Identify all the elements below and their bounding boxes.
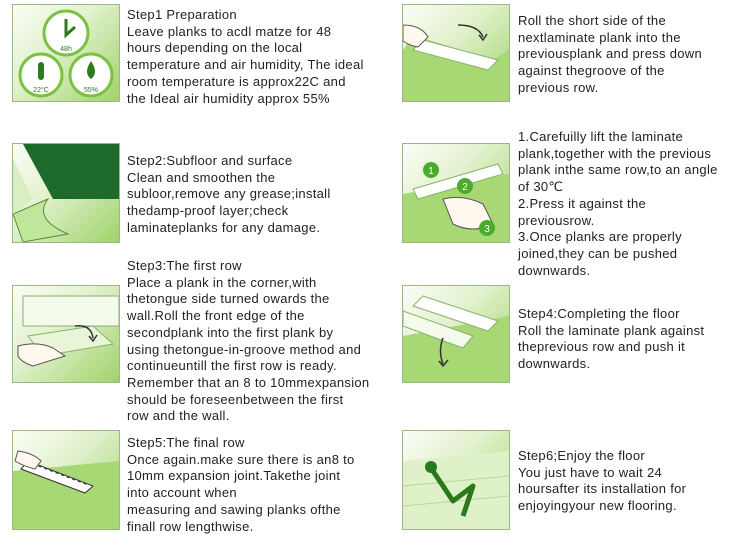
step3-title: Step3:The first row — [127, 258, 242, 273]
roll-plank-body: Roll the short side of the nextlaminate plank into the previousplank and press down against thegroove of the previous row. — [518, 13, 703, 95]
preparation-icons — [13, 5, 119, 101]
step4-title: Step4:Completing the floor — [518, 306, 680, 321]
step4-illustration — [402, 285, 510, 383]
step4-body: Roll the laminate plank against theprevious row and push it downwards. — [518, 322, 705, 372]
step3-illustration — [12, 285, 120, 383]
step1-text — [127, 7, 397, 107]
step5-illustration — [12, 430, 120, 530]
step6-title: Step6;Enjoy the floor — [518, 448, 645, 463]
step1-title: Step1 Preparation — [127, 7, 237, 22]
step3-text — [127, 258, 402, 425]
roll-plank-text — [518, 13, 743, 97]
step6-text — [518, 448, 746, 515]
marker-2-label: 2 — [462, 182, 468, 193]
marker-3-label: 3 — [484, 224, 490, 235]
roll-plank-illustration — [402, 4, 510, 102]
temp-label: 22°C — [33, 87, 49, 94]
step3-body: Place a plank in the corner,with thetongue side turned owards the wall.Roll the front edge of the secondplank into the first plank by using thetongue-in-groove method and continueuntill the first row is ready. Remember that an 8 to 10mmexpansion should be foreseenbetween the first row and the wall. — [127, 274, 370, 424]
step6-body: You just have to wait 24 hoursafter its installation for enjoyingyour new flooring. — [518, 464, 687, 514]
lift-plank-text — [518, 129, 746, 279]
marker-1-label: 1 — [428, 166, 434, 177]
lift-plank-illustration — [402, 143, 510, 243]
step1-illustration — [12, 4, 120, 102]
humidity-label: 55% — [83, 87, 99, 94]
step2-illustration — [12, 143, 120, 243]
step2-title: Step2:Subfloor and surface — [127, 153, 293, 168]
step2-text — [127, 153, 397, 237]
step5-title: Step5:The final row — [127, 435, 245, 450]
step5-body: Once again.make sure there is an8 to 10mm expansion joint.Takethe joint into account when measuring and sawing planks ofthe finall row lengthwise. — [127, 451, 355, 534]
step6-illustration — [402, 430, 510, 530]
step4-text — [518, 306, 746, 373]
time-label: 48h — [60, 46, 72, 53]
step2-body: Clean and smoothen the subloor,remove any grease;install thedamp-proof layer;check laminateplanks for any damage. — [127, 169, 331, 235]
step5-text — [127, 435, 397, 535]
lift-plank-body: 1.Carefuilly lift the laminate plank,together with the previous plank inthe same row,to an angle of 30℃ 2.Press it against the previousrow. 3.Once planks are properly joined,they can be pushed downwards. — [518, 129, 718, 278]
step1-body: Leave planks to acdl matze for 48 hours depending on the local temperature and air humidity, The ideal room temperature is approx22C and the Ideal air humidity approx 55% — [127, 23, 364, 106]
